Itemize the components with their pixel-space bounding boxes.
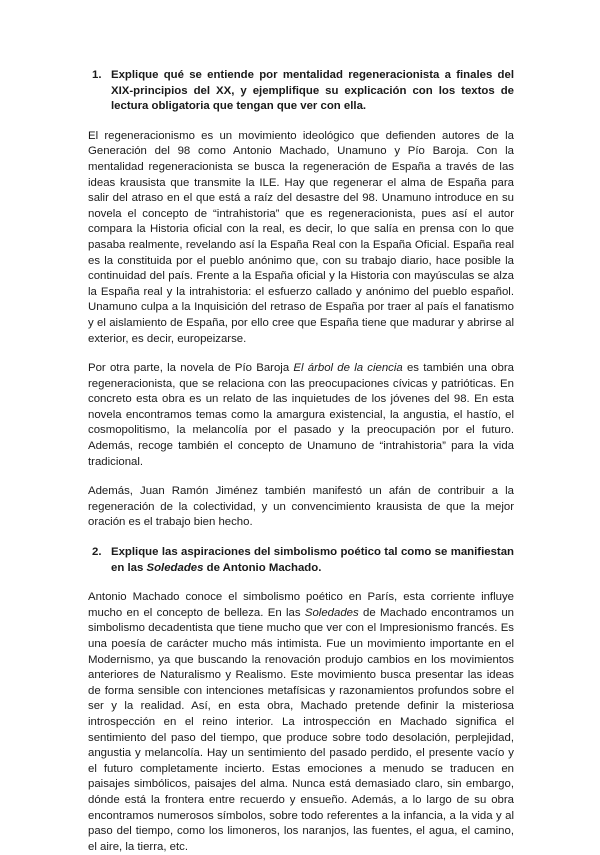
answer-1-paragraph-3: Además, Juan Ramón Jiménez también manifestó un afán de contribuir a la regeneración de la colectividad, y un convencimiento krausista de que la mejor oración es el trabajo bien hecho. <box>88 485 514 529</box>
answer-1-paragraph-2-before: Por otra parte, la novela de Pío Baroja <box>88 362 294 375</box>
answer-2-paragraph <box>88 590 514 855</box>
answer-2-part-1: Antonio Machado conoce el simbolismo poético en París, esta corriente influye mucho en el concepto de belleza. En las <box>88 591 514 619</box>
question-2-book-title: Soledades <box>146 561 204 574</box>
question-2-text-before: Explique las aspiraciones del simbolismo poético tal como se manifiestan en las <box>111 546 514 574</box>
answer-2-part-2: de Machado encontramos un simbolismo decadentista que tiene mucho que ver con el Impresionismo francés. Es una poesía de carácter mucho más intimista. Fue un movimiento importante en el Modernismo, ya que buscando la renovación produjo cambios en los movimientos anteriores de Naturalismo y Realismo. Este movimiento busca presentar las ideas de forma sensible con intenciones metafísicas y razonamientos profundos sobre el ser y la realidad. Así, en esta obra, Machado pretende definir la misteriosa introspección en el reino interior. La introspección en Machado significa el sentimiento del paso del tiempo, que produce sobre todo desolación, perplejidad, angustia y melancolía. Hay un sentimiento del pasado perdido, el presente vacío y el futuro completamente incierto. Estas emociones a menudo se traducen en paisajes simbólicos, paisajes del alma. Nunca está demasiado claro, sin embargo, dónde está la frontera entre recuerdo y ensueño. Además, a lo largo de su obra encontramos numerosos símbolos, sobre todo referentes a la infancia, a la vida y al paso del tiempo, como los limoneros, los naranjos, las fuentes, el agua, el camino, el aire, la tierra, etc. <box>88 606 514 853</box>
answer-1-paragraph-1: El regeneracionismo es un movimiento ideológico que defienden autores de la Generación del 98 como Antonio Machado, Unamuno y Pío Baroja. Con la mentalidad regeneracionista se busca la regeneración de España a través de las ideas krausista que transmite la ILE. Hay que regenerar el alma de España para salir del atraso en el que está a raíz del desastre del 98. Unamuno introduce en su novela el concepto de “intrahistoria” que es regeneracionista, pues así el autor compara la Historia oficial con la real, es decir, lo que salía en prensa con lo que pasaba realmente, revelando así la España Real con la España Oficial. España real es la constituida por el pueblo anónimo que, con su trabajo diario, hace posible la continuidad del país. Frente a la España oficial y la Historia con mayúsculas se alza la España real y la intrahistoria: el esfuerzo callado y anónimo del pueblo español. Unamuno culpa a la Inquisición del retraso de España por traer al país el fanatismo y el aislamiento de España, por ello cree que España tiene que madurar y abrirse al exterior, es decir, europeizarse. <box>88 129 514 345</box>
question-1-number: 1. <box>92 69 102 81</box>
question-1-text: Explique qué se entiende por mentalidad regeneracionista a finales del XIX-principios del XX, y ejemplifique su explicación con los textos de lectura obligatoria que tengan que ver con ella. <box>111 69 514 113</box>
question-2-heading <box>92 545 514 576</box>
answer-1-paragraph-2-after: es también una obra regeneracionista, que se relaciona con las preocupaciones cívicas y patrióticas. En concreto esta obra es un relato de las inquietudes de los jóvenes del 98. En esta novela encontramos temas como la amargura existencial, la angustia, el hastío, el cosmopolitismo, la melancolía por el pasado y la preocupación por el futuro. Además, recoge también el concepto de Unamuno de “intrahistoria” para la vida tradicional. <box>88 362 514 468</box>
question-2-text-after: de Antonio Machado. <box>203 561 322 574</box>
book-title-soledades: Soledades <box>304 606 359 619</box>
answer-1-paragraph-2 <box>88 361 514 470</box>
question-1-heading <box>92 68 514 115</box>
book-title-arbol: El árbol de la ciencia <box>293 362 403 375</box>
question-2-text <box>111 545 514 576</box>
question-2-number: 2. <box>92 546 102 559</box>
